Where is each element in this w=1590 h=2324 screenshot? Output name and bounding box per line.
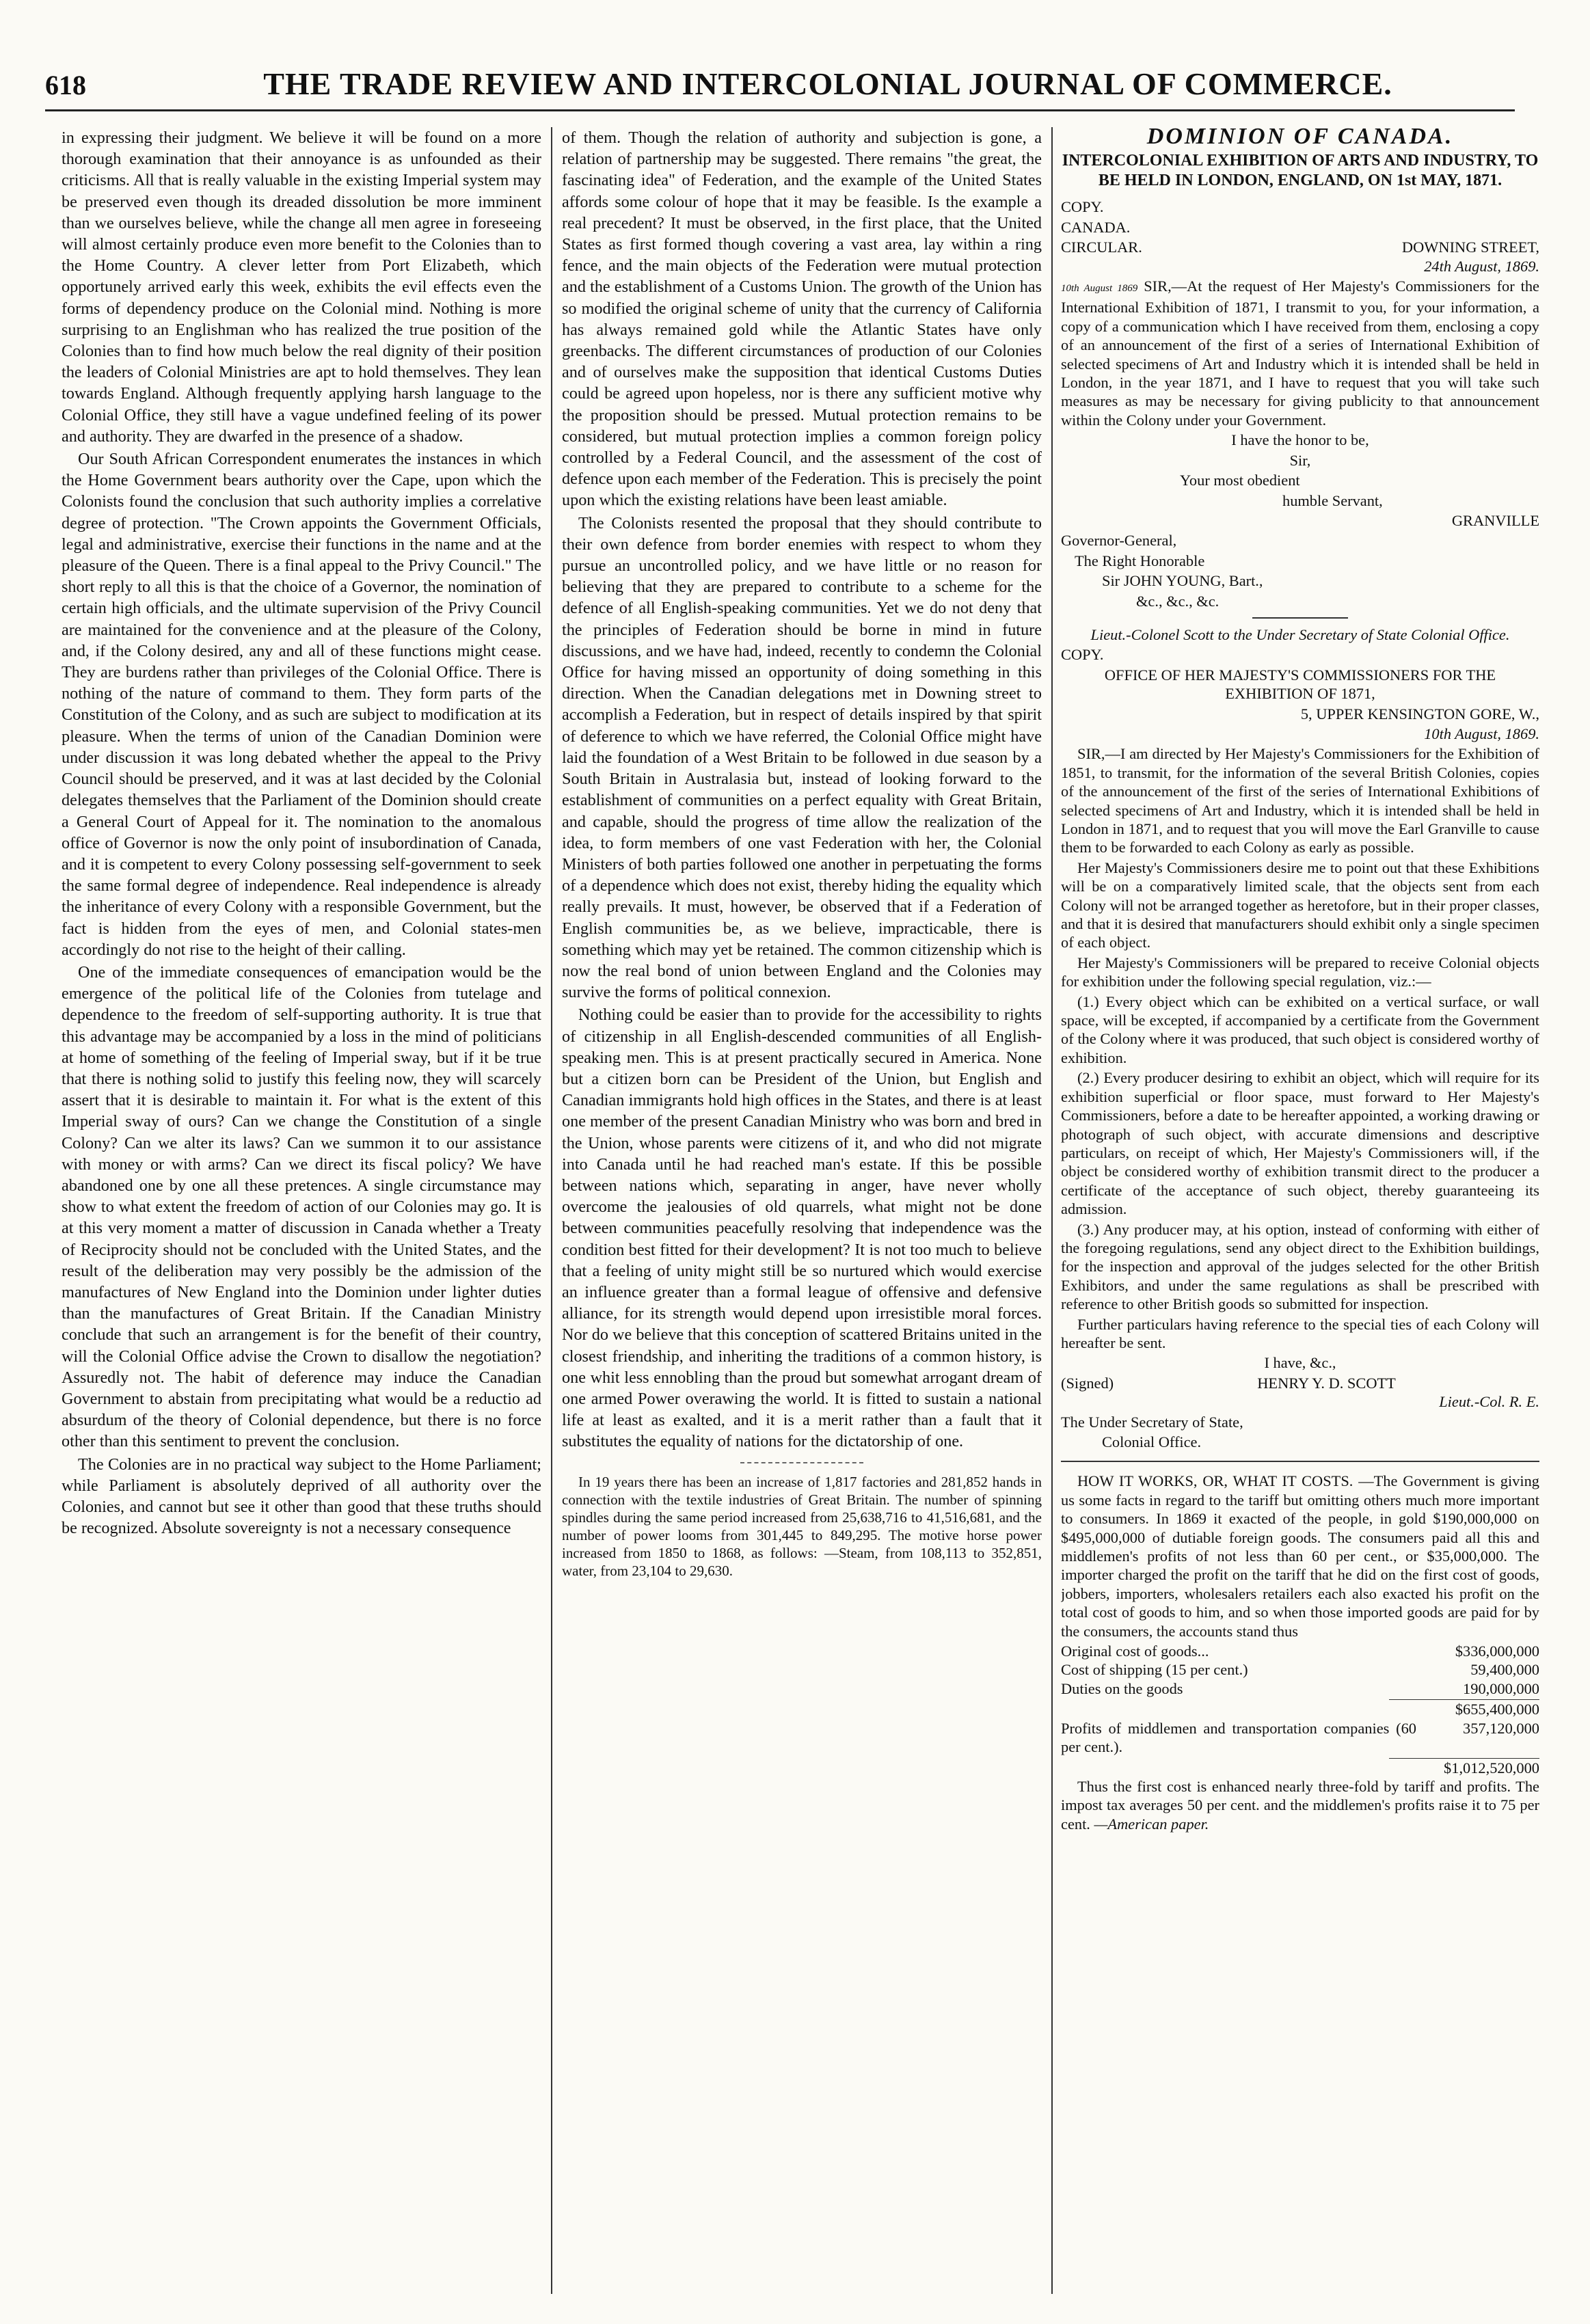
letter-paragraph: Her Majesty's Commissioners desire me to point out that these Exhibitions will be on a comparatively limited scale, that the objects sent from each Colony will not be arranged together as heretofore, but in their proper classes, and that it is desired that manufacturers should exhibit only a single specimen of each object. [1061,859,1539,951]
subtotal-row [1061,1700,1539,1718]
letter-paragraph: (3.) Any producer may, at his option, instead of conforming with either of the foregoing regulations, send any object direct to the Exhibition buildings, for the inspection and approval of the judges selected for the other British Exhibitors, and under the same regulations as shall be prescribed with reference to other British goods so submitted for inspection. [1061,1220,1539,1313]
paragraph: of them. Though the relation of authority and subjection is gone, a relation of partnership may be suggested. There remains "the great, the fascinating idea" of Federation, and the example of the United States affords some colour of hope that it may be feasible. Is the example a real precedent? It must be observed, in the first place, that the United States as first formed though covering a vast area, lay within a ring fence, and the main objects of the Federation were mutual protection and the establishment of a Customs Union. The growth of the Union has so modified the original scheme of unity that the currency of California has always remained gold while the Atlantic States have only greenbacks. The different circumstances of production of our Colonies and of ourselves make the supposition that identical Customs Duties could be agreed upon hopeless, nor is there any sufficient motive why the proposition should be pressed. Mutual protection remains to be considered, but mutual protection implies a common foreign policy controlled by a Federal Council, and the assessment of the cost of defence upon each member of the Federation. This is precisely the point upon which the existing relations have been least amiable. [562,129,1042,510]
signed-label: (Signed) [1061,1374,1114,1392]
paragraph: The Colonies are in no practical way subject to the Home Parliament; while Parliament is absolutely deprived of all authority over the Colonies, and cannot but see it other than good that these truths should be recognized. Absolute sovereignty is not a necessary consequence [62,1455,541,1538]
article-paragraph [1061,1472,1539,1640]
margin-note: 10th August 1869 [1061,283,1138,295]
addressee: Governor-General, [1061,532,1177,550]
paragraph: One of the immediate consequences of emancipation would be the emergence of the political life of the Colonies from tutelage and dependence to the freedom of self-supporting authority. It is true that this advantage may be accompanied by a loss in the mind of politicians at home of something of the feeling of Imperial sway, but if it be true that there is nothing solid to justify this feeling now, they will scarcely assert that it is desirable to maintain it. For what is the extent of this Imperial sway of ours? Can we change the Constitution of a single Colony? Can we alter its laws? Can we summon it to our assistance with money or with arms? Can we direct its fiscal policy? We have abandoned one by one all these pretences. A single circumstance may show to what extent the freedom of action of our Colonies may go. It is at this very moment a matter of discussion in Canada whether a Treaty of Reciprocity should not be concluded with the United States, and the result of the deliberation may very possibly be the admission of the manufactures of New England into the Dominion under lighter duties than the manufactures of Great Britain. If the Canadian Ministry conclude that such an arrangement is for the benefit of their country, will the Colonial Office advise the Crown to disallow the negotiation? Assuredly not. The habit of deference may induce the Canadian Government to abstain from precipitating what would be a reductio ad absurdum of the theory of Colonial dependence, but there is no force other than this sentiment to prevent the conclusion. [62,962,541,1451]
section-subheading: INTERCOLONIAL EXHIBITION OF ARTS AND INDUSTRY, TO BE HELD IN LONDON, ENGLAND, ON 1st MAY, 1871. [1062,152,1539,190]
separator [1252,617,1348,619]
signature: GRANVILLE [1451,511,1539,529]
paragraph: The Colonists resented the proposal that they should contribute to their own defence from border enemies with respect to whom they pursue an uncontrolled policy, and we have little or no reason for believing that they are prepared to contribute to a scheme for the defence of all English-speaking communities. Yet we do not deny that the principles of Federation should be borne in mind in future discussions, and we have had, indeed, recently to condemn the Colonial Office for having missed an opportunity of doing something in this direction. When the Canadian delegations met in Downing street to accomplish a Federation, but in respect of details inspired by that spirit of deference to which we have referred, the Colonial Office might have laid the foundation of a West Britain to be followed in due season by a South Britain in Australasia but, instead of looking forward to the establishment of communities on a perfect equality with Great Britain, and capable, should the progress of time allow the realization of the idea, to form members of one vast Federation with her, the Colonial Ministers of both parties followed one another in perpetuating the forms of a dependence which does not exist, thereby hiding the equality which really prevails. It must, however, be observed that if a Federation of English communities be, as we believe, impracticable, there is something which may yet be retained. The common citizenship which is now the real bond of union between England and the Colonies may survive the forms of political connexion. [562,513,1042,1002]
article-body: —The Government is giving us some facts in regard to the tariff but omitting others much more important to consumers. In 1869 it exacted of the people, in gold $190,000,000 on $495,000,000 of dutiable foreign goods. The consumers paid all this and middlemen's profits of not less than 60 per cent., or $35,000,000. The importer charged the profit on the tariff that he did on the first cost of goods, jobbers, importers, wholesalers retailers each also exacted his profit on the total cost of goods to him, and so when those imported goods are paid for by the consumers, the accounts stand thus [1061,1472,1539,1640]
article-title: HOW IT WORKS, OR, WHAT IT COSTS. [1077,1472,1353,1490]
column-middle [562,127,1042,2294]
paragraph: Our South African Correspondent enumerates the instances in which the Home Government bears authority over the Cape, upon which the Colonists found the conclusion that such authority implies a correlative degree of protection. "The Crown appoints the Government Officials, legal and administrative, exercise their functions in the name and at the pleasure of the Queen. There is a final appeal to the Privy Council." The short reply to all this is that the choice of a Governor, the nomination of certain high officials, and the ultimate supervision of the Privy Council are maintained for the convenience and at the pleasure of the Colony, and, if the Colony desired, any and all of these functions might cease. They are burdens rather than privileges of the Colonial Office. There is nothing of the nature of command to them. They form parts of the Constitution of the Colony, and as such are subject to modification at its pleasure. When the terms of union of the Canadian Dominion were under discussion it was long debated whether the appeal to the Privy Council should be preserved, and it was at last decided by the Colonial delegates themselves that the Parliament of the Dominion should create a General Court of Appeal for it. The nomination to the anomalous office of Governor is now the only point of insubordination of Canada, and it is competent to every Colony possessing self-government to seek the same formal degree of independence. Real independence is already the inheritance of every Colony with a responsible Government, but the fact is hidden from the eyes of men, and Colonial states-men accordingly do not rise to the height of their calling. [62,450,541,959]
letter-address: 5, UPPER KENSINGTON GORE, W., [1300,705,1539,722]
column-rule [551,127,552,2294]
paragraph: Nothing could be easier than to provide for the accessibility to rights of citizenship in all English-descended communities of all English-speaking men. This is at present practically secured in America. None but a citizen born can be President of the Union, but English and Canadian immigrants hold high offices in the States, and there is at least one member of the present Canadian Ministry who was born and bred in the Union, whose parents were citizens of it, and who did not migrate into Canada until he had reached man's estate. If this be possible between nations which, separating in anger, have never wholly overcome the jealousies of old quarrels, what might not be done between communities peacefully resolving that independence was the condition best fitted for their development? It is not too much to believe that a feeling of unity might still be so nurtured which would exercise an influence greater than a formal league of offensive and defensive alliance, for its strength would depend upon irresistible moral forces. Nor do we believe that this conception of scattered Britains united in the closest friendship, and inheriting the traditions of a common history, is one whit less ennobling than the proud but somewhat arrogant dream of one armed Power overawing the world. It is fitted to sustain a national life at least as exalted, and it is a merit rather than a fault that it substitutes the equality of nations for the dictatorship of one. [562,1005,1042,1451]
cost-label: Cost of shipping (15 per cent.) [1061,1661,1248,1679]
column-left [62,127,541,2294]
article-source: —American paper. [1094,1815,1209,1833]
letter-body [1061,277,1539,429]
letter-paragraph: (1.) Every object which can be exhibited on a vertical surface, or wall space, will be excepted, if accompanied by a certificate from the Government of the Colony where it was produced, that such object is considered worthy of exhibition. [1061,992,1539,1066]
separator [740,1462,863,1463]
cost-label: Original cost of goods... [1061,1643,1209,1660]
cost-value: $336,000,000 [1455,1643,1539,1660]
copy-label: COPY. [1061,646,1104,664]
separator [1061,1461,1539,1462]
circular-line [1061,238,1539,256]
signature: HENRY Y. D. SCOTT [1257,1374,1396,1392]
textile-note: In 19 years there has been an increase of 1,817 factories and 281,852 hands in connection with the textile industries of Great Britain. The number of spinning spindles during the same period increased from 25,638,716 to 41,516,681, and the number of power looms from 301,445 to 849,295. The motive horse power increased from 1850 to 1868, as follows: —Steam, from 108,113 to 352,851, water, from 23,104 to 29,630. [562,1473,1042,1579]
addressee: Sir JOHN YOUNG, Bart., [1102,572,1263,590]
column-rule [1051,127,1053,2294]
cost-row [1061,1642,1539,1660]
closing: I have, &c., [1264,1354,1336,1372]
signature-line [1061,1374,1539,1392]
letter-paragraph: (2.) Every producer desiring to exhibit an object, which will require for its exhibition superficial or floor space, must forward to Her Majesty's Commissioners, before a date to be hereafter appointed, a working drawing or photograph of such object, with accurate dimensions and descriptive particulars, on receipt of which, Her Majesty's Commissioners will, if the object be considered worthy of exhibition transmit direct to the producer a certificate of the acceptance of such object, thereby guaranteeing its admission. [1061,1069,1539,1218]
cost-value: 357,120,000 [1463,1719,1539,1737]
total-row [1061,1759,1539,1777]
office-title: OFFICE OF HER MAJESTY'S COMMISSIONERS FOR THE EXHIBITION OF 1871, [1104,666,1496,703]
letter-paragraph: Her Majesty's Commissioners will be prepared to receive Colonial objects for exhibition under the following special regulation, viz.:— [1061,954,1539,990]
enclosure-title: Lieut.-Colonel Scott to the Under Secretary of State Colonial Office. [1090,625,1510,643]
cost-row [1061,1679,1539,1698]
addressee: The Under Secretary of State, [1061,1413,1243,1431]
canada-label: CANADA. [1061,218,1131,236]
cost-label: Duties on the goods [1061,1679,1183,1697]
addressee: Colonial Office. [1102,1433,1202,1450]
paragraph: in expressing their judgment. We believe it will be found on a more thorough examination that their annoyance is as unfounded as their criticisms. All that is really valuable in the existing Imperial system may be preserved even though its dreaded dissolution be more imminent than we ourselves believe, while the change all men agree in foreseeing will almost certainly produce even more benefit to the Colonies than to the Home Country. A clever letter from Port Elizabeth, which opportunely arrived early this week, exhibits the evil effects even the forms of dependency produce on the Colonial mind. Nothing is more surprising to an Englishman who has realized the true position of the Colonies than to find how much below the real dignity of their position the leaders of Colonial Ministries are apt to hold themselves. They lean towards England. Although frequently applying harsh language to the Colonial Office, they still have a vague undefined feeling of its power and authority. They are dwarfed in the presence of a shadow. [62,129,541,446]
letter-text: SIR,—At the request of Her Majesty's Commissioners for the International Exhibition of 1871, I transmit to you, for your information, a copy of a communication which I have received from them, enclosing a copy of an announcement of the first of a series of International Exhibition of selected specimens of Art and Industry which it is intended shall be held in London, in the year 1871, and I have to request that you will take such measures as may be necessary for giving publicity to that announcement within the Colony under your Government. [1061,278,1539,429]
closing-obedient: Your most obedient [1180,472,1300,489]
page-number: 618 [45,70,86,100]
article-end: Thus the first cost is enhanced nearly three-fold by tariff and profits. The impost tax averages 50 per cent. and the middlemen's profits raise it to 75 per cent. [1061,1777,1539,1833]
column-right [1061,127,1539,2294]
journal-title: THE TRADE REVIEW AND INTERCOLONIAL JOURNAL OF COMMERCE. [263,66,1392,101]
closing: I have the honor to be, [1231,431,1369,449]
cost-value: 190,000,000 [1463,1679,1539,1697]
total-value: $1,012,520,000 [1444,1759,1539,1776]
signer-rank: Lieut.-Col. R. E. [1439,1393,1539,1411]
closing-servant: humble Servant, [1282,491,1383,509]
addressee: &c., &c., &c. [1136,592,1220,610]
article-paragraph [1061,1777,1539,1833]
circular-label: CIRCULAR. [1061,239,1142,256]
letter-date: 10th August, 1869. [1424,725,1539,742]
subtotal-value: $655,400,000 [1455,1701,1539,1718]
closing-sir: Sir, [1289,451,1311,469]
page-header [45,66,1515,111]
cost-label: Profits of middlemen and transportation companies (60 per cent.). [1061,1719,1416,1756]
cost-row [1061,1719,1539,1757]
cost-row [1061,1660,1539,1679]
letter-paragraph: SIR,—I am directed by Her Majesty's Commissioners for the Exhibition of 1851, to transmit, for the information of the several British Colonies, copies of the announcement of the first of the series of International Exhibitions of selected specimens of Art and Industry, which it is intended shall be held in London in 1871, and to request that you will move the Earl Granville to cause them to be forwarded to each Colony as early as possible. [1061,745,1539,856]
copy-label: COPY. [1061,198,1104,216]
cost-value: 59,400,000 [1470,1661,1539,1679]
letter-paragraph: Further particulars having reference to the special ties of each Colony will hereafter be sent. [1061,1315,1539,1351]
letter-date: 24th August, 1869. [1424,257,1539,275]
section-heading: DOMINION OF CANADA. [1146,127,1454,149]
letter-address: DOWNING STREET, [1401,239,1539,256]
addressee: The Right Honorable [1075,552,1205,569]
